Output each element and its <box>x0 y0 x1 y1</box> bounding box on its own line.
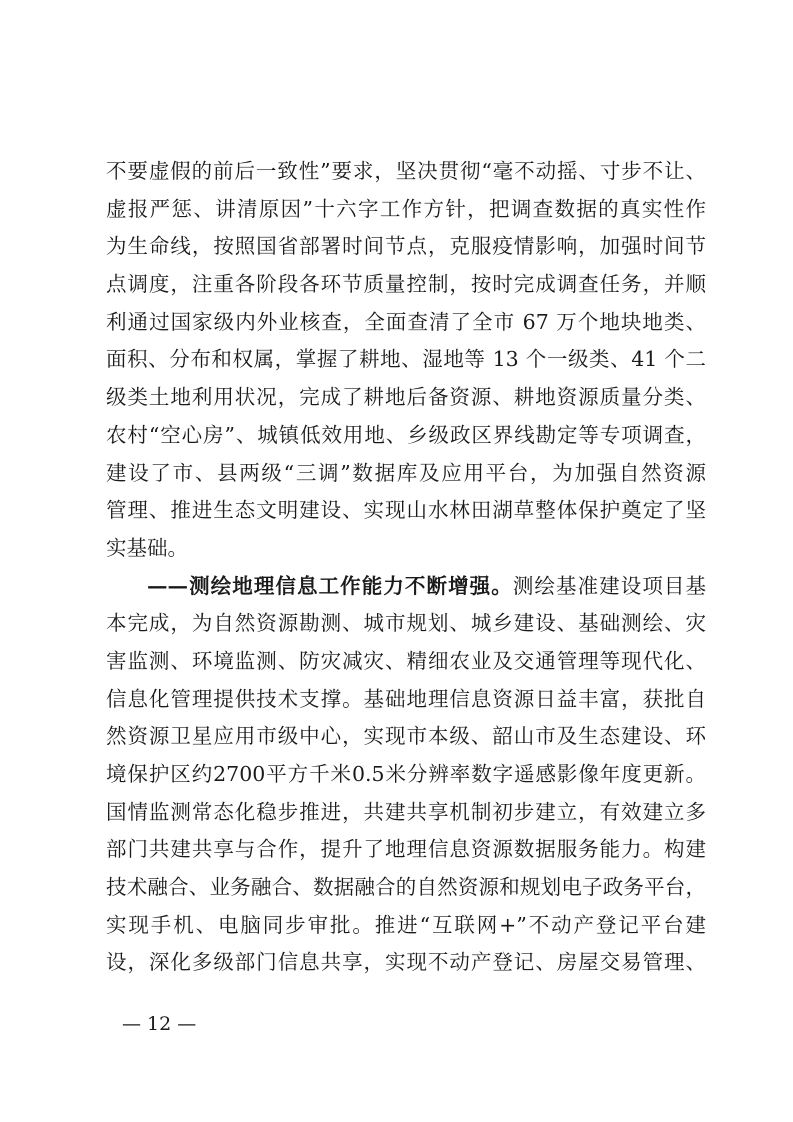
section-heading: ——测绘地理信息工作能力不断增强。 <box>147 573 513 598</box>
text-line: 害监测、环境监测、防灾减灾、精细农业及交通管理等现代化、 <box>106 648 706 673</box>
text-line: 虚报严惩、讲清原因”十六字工作方针，把调查数据的真实性作 <box>106 196 706 221</box>
text-line: 实现手机、电脑同步审批。推进“互联网+”不动产登记平台建 <box>106 912 706 937</box>
text-line: 国情监测常态化稳步推进，共建共享机制初步建立，有效建立多 <box>106 799 706 824</box>
text-line: 本完成，为自然资源勘测、城市规划、城乡建设、基础测绘、灾 <box>106 611 706 636</box>
text-line: 境保护区约2700平方千米0.5米分辨率数字遥感影像年度更新。 <box>106 762 706 786</box>
text-line: 点调度，注重各阶段各环节质量控制，按时完成调查任务，并顺 <box>106 272 706 297</box>
body-text <box>106 153 706 982</box>
text-line: 级类土地利用状况，完成了耕地后备资源、耕地资源质量分类、 <box>106 385 706 410</box>
text-line: 面积、分布和权属，掌握了耕地、湿地等 13 个一级类、41 个二 <box>106 347 706 372</box>
text-line: 然资源卫星应用市级中心，实现市本级、韶山市及生态建设、环 <box>106 724 706 749</box>
text-line: 为生命线，按照国省部署时间节点，克服疫情影响，加强时间节 <box>106 234 706 259</box>
page-number: — 12 — <box>122 1013 197 1035</box>
section-first-line-text: 测绘基准建设项目基 <box>512 573 707 598</box>
text-line: 不要虚假的前后一致性”要求，坚决贯彻“毫不动摇、寸步不让、 <box>106 159 706 183</box>
text-line: 建设了市、县两级“三调”数据库及应用平台，为加强自然资源 <box>106 460 706 485</box>
text-line: 利通过国家级内外业核查，全面查清了全市 67 万个地块地类、 <box>106 309 706 334</box>
text-line: 实基础。 <box>106 535 188 560</box>
text-line: 技术融合、业务融合、数据融合的自然资源和规划电子政务平台， <box>106 875 706 900</box>
text-line: 设，深化多级部门信息共享，实现不动产登记、房屋交易管理、 <box>106 950 706 975</box>
text-line: 信息化管理提供技术支撑。基础地理信息资源日益丰富，获批自 <box>106 686 706 711</box>
text-line: 农村“空心房”、城镇低效用地、乡级政区界线勘定等专项调查， <box>106 422 706 447</box>
text-line: 管理、推进生态文明建设、实现山水林田湖草整体保护奠定了坚 <box>106 498 706 523</box>
section-first-line <box>106 568 706 606</box>
text-line: 部门共建共享与合作，提升了地理信息资源数据服务能力。构建 <box>106 837 706 862</box>
